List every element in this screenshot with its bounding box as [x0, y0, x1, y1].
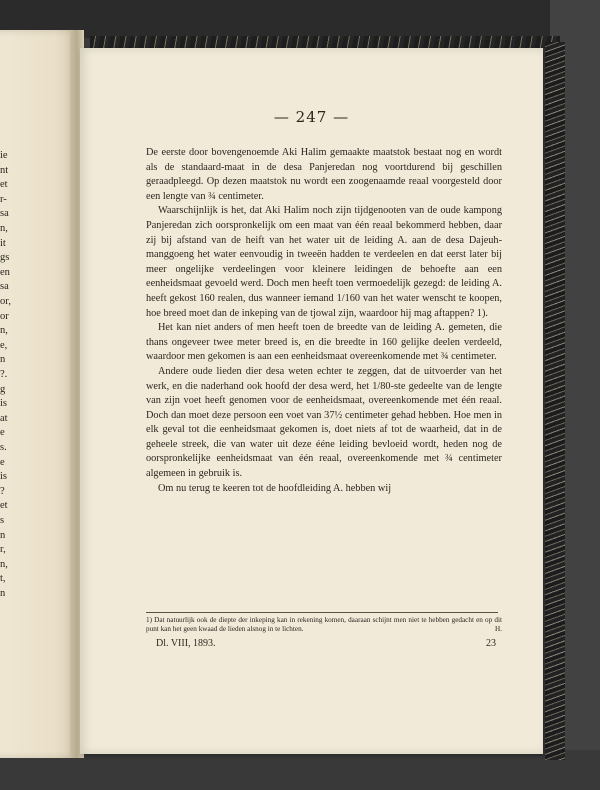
previous-page-text-fragment: r,: [0, 544, 6, 556]
previous-page-text-fragment: t,: [0, 573, 6, 585]
paragraph-5: Om nu terug te keeren tot de hoofdleiding A. hebben wij: [158, 482, 392, 494]
previous-page-text-fragment: n,: [0, 223, 8, 234]
previous-page-text-fragment: e,: [0, 339, 8, 351]
previous-page-text-fragment: e: [0, 427, 5, 439]
footnote: [146, 616, 502, 633]
previous-page-text-fragment: gs: [0, 252, 10, 264]
previous-page-text-fragment: n: [0, 354, 6, 366]
paragraph-4: Andere oude lieden dier desa weten echter te zeggen, dat de uitvoerder van het werk, en die naderhand ook hoofd der desa werd, het 1/80-ste gedeelte van de lengte van zijn voet heeft genomen voor de eenheidsmaat, overeenkomende met één reaal. Doch dan moet deze persoon een voet van 37½ centimeter gehad hebben. Hoe men in elk geval tot die eenheidsmaat gekomen is, doet niets af tot de waarheid, dat in de geheele streek, die van water uit deze ééne leiding bevloeid wordt, heden nog de oorspronkelijke eenheidsmaat van één reaal, overeenkomende met ¾ centimeter algemeen in gebruik is.: [146, 365, 502, 480]
previous-page-text-fragment: et: [0, 179, 8, 191]
previous-page-text-fragment: is: [0, 471, 8, 483]
previous-page-text-fragment: sa: [0, 281, 9, 293]
previous-page-text-fragment: it: [0, 237, 6, 249]
previous-page-text-fragment: ?.: [0, 369, 8, 380]
previous-page-text-fragment: sa: [0, 208, 9, 220]
previous-page-text-fragment: n: [0, 588, 6, 599]
previous-page-text-fragment: ie: [0, 150, 8, 161]
previous-page-text-fragment: or,: [0, 296, 11, 307]
previous-page-text-fragment: en: [0, 266, 10, 278]
scanner-background-bottom: [0, 750, 600, 790]
paragraph-1: De eerste door bovengenoemde Aki Halim gemaakte maatstok bestaat nog en wordt als de standaard-maat in de desa Panjeredan nog voortdurend bij geschillen geraadpleegd. Op dezen maatstok nu wordt een zoogenaamde reaal voorgesteld door een lengte van ¾ centimeter.: [146, 147, 502, 202]
book-cover-top-edge: [90, 36, 560, 48]
previous-page-text-fragment: n: [0, 529, 6, 541]
signature-mark: 23: [486, 638, 496, 649]
previous-page-text-fragment: is: [0, 398, 8, 410]
paragraph-2: Waarschijnlijk is het, dat Aki Halim noch zijn tijdgenooten van de oude kampong Panjeredan zich oorspronkelijk om een maat van één reaal bekommerd hebben, daar zij bij afstand van de heift van het water uit de leiding A. aan de desa Dajeuh-manggoeng het water eenvoudig in tweeën hadden te verdeelen en dat eerst later bij meer ongelijke verdeelingen voor kleinere leidingen de behoefte aan een eenheidsmaat gevoeld werd. Doch men heeft toen vermoedelijk gezegd: de leiding A. heeft gekost 160 realen, dus wanneer iemand 1/160 van het water wenscht te koopen, hoe breed moet dan de inkeping van de tjowal zijn, waardoor hij mag aftappen? 1).: [146, 205, 502, 319]
volume-label: Dl. VIII, 1893.: [156, 638, 216, 649]
page-body: [146, 146, 502, 496]
previous-page-text-fragment: et: [0, 500, 8, 512]
previous-page-text-fragment: n,: [0, 325, 8, 337]
previous-page-edge: [0, 30, 78, 758]
paragraph-3: Het kan niet anders of men heeft toen de breedte van de leiding A. gemeten, die thans ongeveer twee meter breed is, en die breedte in 160 gelijke deelen verdeeld, waardoor men gekomen is aan een eenheidsmaat overeenkomende met ¾ centimeter.: [146, 322, 502, 363]
previous-page-text-fragment: at: [0, 412, 8, 424]
book-cover-right-edge: [545, 42, 565, 760]
book-page: [80, 48, 543, 754]
footnote-text: 1) Dat natuurlijk ook de diepte der inkeping kan in rekening komen, daaraan schijnt men niet te hebben gedacht en op dit punt kan het geen kwaad de lieden alsnog in te lichten.: [146, 616, 502, 633]
previous-page-text-fragment: ?: [0, 485, 5, 497]
page-number: — 247 —: [273, 108, 350, 126]
previous-page-text-fragment: s: [0, 515, 5, 526]
previous-page-text-fragment: n,: [0, 558, 8, 570]
previous-page-text-fragment: or: [0, 310, 9, 322]
footnote-initial: H.: [495, 624, 502, 633]
footnote-rule: [146, 612, 498, 613]
previous-page-text-fragment: r-: [0, 193, 7, 205]
previous-page-text-fragment: g: [0, 383, 6, 395]
previous-page-text-fragment: nt: [0, 164, 9, 176]
scanner-background-top: [0, 0, 600, 38]
previous-page-text-fragment: e: [0, 456, 5, 468]
previous-page-text-fragment: s.: [0, 442, 7, 453]
